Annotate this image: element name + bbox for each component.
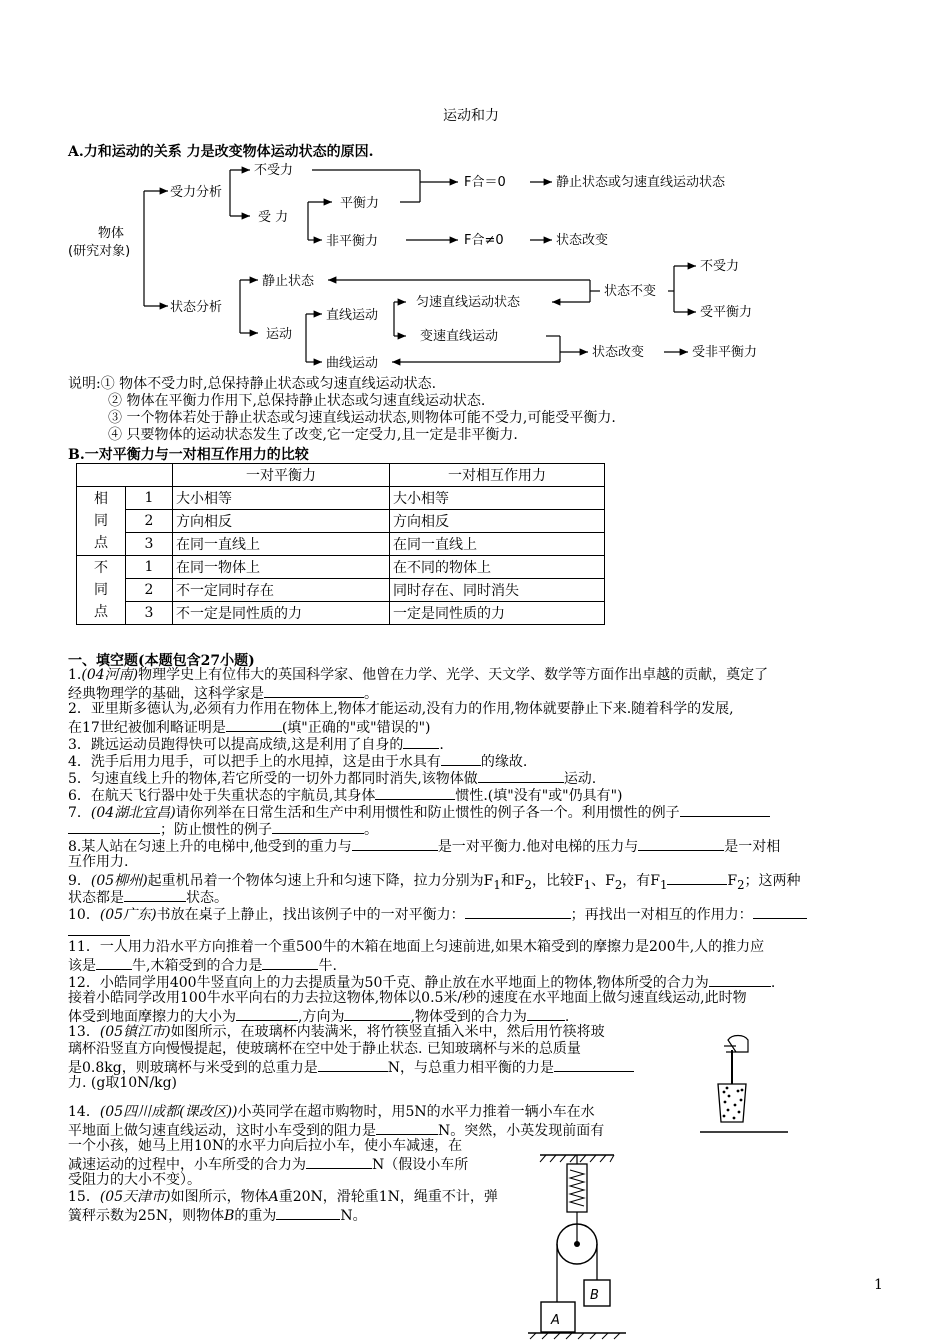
diagram-f-zero: F合＝0 (464, 175, 506, 190)
table-header-row (77, 464, 605, 487)
comparison-table (76, 463, 605, 625)
table-row (77, 533, 605, 556)
diagram-uniform-linear: 匀速直线运动状态 (416, 295, 521, 310)
answer-blank[interactable] (68, 922, 130, 936)
answer-blank[interactable] (403, 735, 439, 749)
question-9-cont: 状态都是 状态。 (68, 890, 228, 906)
group-diff-char: 同 (94, 582, 108, 598)
question-8-cont: 互作用力. (68, 854, 129, 870)
question-14-cont2: 一个小孩，她马上用10N的水平力向后拉小车，使小车减速，在 (68, 1138, 463, 1154)
balanced-cell: 在同一物体上 (173, 556, 390, 579)
question-12: 12．小皓同学用400牛竖直向上的力去提质量为50千克、静止放在水平地面上的物体,物体所受的合力为 . (68, 975, 776, 991)
diagram-right-balanced: 受平衡力 (700, 305, 753, 320)
answer-blank[interactable] (344, 1007, 410, 1021)
diagram-unbalanced: 非平衡力 (326, 234, 379, 249)
question-6: 6．在航天飞行器中处于失重状态的宇航员,其身体 惯性.(填"没有"或"仍具有") (68, 788, 623, 804)
table-row (77, 487, 605, 510)
balanced-cell: 在同一直线上 (173, 533, 390, 556)
answer-blank[interactable] (68, 820, 160, 834)
question-8: 8.某人站在匀速上升的电梯中,他受到的重力与 是一对平衡力.他对电梯的压力与 是一对相 (68, 839, 781, 855)
answer-blank[interactable] (264, 684, 364, 698)
balanced-cell: 方向相反 (173, 510, 390, 533)
group-same-char: 相 (94, 491, 108, 507)
diagram-balanced: 平衡力 (340, 196, 380, 211)
question-13: 13．(05镇江市)如图所示，在玻璃杯内装满米，将竹筷竖直插入米中，然后用竹筷将玻 (68, 1024, 605, 1040)
diagram-curved: 曲线运动 (326, 356, 379, 371)
row-number: 2 (126, 579, 173, 602)
answer-blank[interactable] (376, 1121, 438, 1135)
interaction-cell: 在不同的物体上 (390, 556, 605, 579)
question-4: 4．洗手后用力甩手，可以把手上的水甩掉，这是由于水具有 的缘故. (68, 754, 528, 770)
answer-blank[interactable] (318, 1058, 388, 1072)
table-row (77, 510, 605, 533)
diagram-linear: 直线运动 (326, 308, 379, 323)
question-3: 3．跳远运动员跑得快可以提高成绩,这是利用了自身的 . (68, 737, 444, 753)
answer-blank[interactable] (352, 837, 438, 851)
row-number: 2 (126, 510, 173, 533)
section-a-heading: A.力和运动的关系 力是改变物体运动状态的原因. (68, 144, 374, 160)
question-10: 10．(05广东)书放在桌子上静止，找出该例子中的一对平衡力： ；再找出一对相互的作用力： (68, 905, 807, 924)
diagram-no-force: 不受力 (254, 163, 294, 178)
question-11-cont: 该是 牛,木箱受到的合力是 牛. (68, 958, 337, 974)
question-15-cont: 簧秤示数为25N，则物体B的重为 N。 (68, 1208, 367, 1224)
answer-blank[interactable] (478, 769, 564, 783)
table-row (77, 602, 605, 625)
question-1: 1.(04河南)物理学史上有位伟大的英国科学家、他曾在力学、光学、天文学、数学等方面作出卓越的贡献，奠定了 (68, 667, 769, 683)
question-7: 7．(04湖北宜昌)请你列举在日常生活和生产中利用惯性和防止惯性的例子各一个。利用惯性的例子 (68, 803, 770, 822)
group-diff-char: 点 (94, 604, 108, 620)
diagram-force: 受 力 (258, 210, 289, 225)
diagram-variable-linear: 变速直线运动 (420, 329, 499, 344)
table-corner-cell (77, 464, 173, 487)
interaction-cell: 大小相等 (390, 487, 605, 510)
balanced-cell: 大小相等 (173, 487, 390, 510)
answer-blank[interactable] (375, 786, 455, 800)
question-14-cont: 平地面上做匀速直线运动，这时小车受到的阻力是 N。突然，小英发现前面有 (68, 1123, 605, 1139)
force-motion-diagram (60, 158, 790, 372)
answer-blank[interactable] (441, 752, 481, 766)
interaction-cell: 在同一直线上 (390, 533, 605, 556)
table-header-interaction: 一对相互作用力 (390, 464, 605, 487)
answer-blank[interactable] (124, 888, 186, 902)
diagram-rest-or-uniform: 静止状态或匀速直线运动状态 (556, 175, 726, 190)
diagram-state-changed: 状态改变 (592, 345, 645, 360)
answer-blank[interactable] (465, 905, 571, 919)
answer-blank[interactable] (306, 1155, 372, 1169)
question-7-cont: ；防止惯性的例子 。 (68, 820, 378, 839)
question-14-cont3: 减速运动的过程中，小车所受的合力为 N（假设小车所 (68, 1157, 469, 1173)
answer-blank[interactable] (236, 1007, 298, 1021)
page-title: 运动和力 (443, 108, 499, 124)
question-13-cont: 璃杯沿竖直方向慢慢提起，使玻璃杯在空中处于静止状态. 已知玻璃杯与米的总质量 (68, 1041, 581, 1057)
diagram-rest: 静止状态 (262, 274, 315, 289)
note-3: ③ 一个物体若处于静止状态或匀速直线运动状态,则物体可能不受力,可能受平衡力. (108, 410, 616, 426)
answer-blank[interactable] (96, 956, 132, 970)
diagram-motion: 运动 (266, 327, 293, 342)
table-header-balanced: 一对平衡力 (173, 464, 390, 487)
question-13-cont3: 力. (g取10N/kg) (68, 1075, 178, 1091)
question-9: 9．(05柳州)起重机吊着一个物体匀速上升和匀速下降，拉力分别为$F_1$和$F_2$，比较$F_1$、$F_2$，有$F_1$ $F_2$；这两种 (68, 873, 801, 892)
answer-blank[interactable] (262, 956, 318, 970)
answer-blank[interactable] (753, 905, 807, 919)
note-1: 说明:① 物体不受力时,总保持静止状态或匀速直线运动状态. (68, 376, 437, 392)
section-b-heading: B.一对平衡力与一对相互作用力的比较 (68, 447, 309, 463)
diagram-body-label: 物体 (98, 226, 125, 241)
questions-heading: 一、填空题(本题包含27小题) (68, 653, 255, 669)
interaction-cell: 一定是同性质的力 (390, 602, 605, 625)
rice-cup-figure (698, 1030, 790, 1136)
question-11: 11．一人用力沿水平方向推着一个重500牛的木箱在地面上匀速前进,如果木箱受到的摩擦力是200牛,人的推力应 (68, 939, 765, 955)
page-number: 1 (874, 1277, 883, 1293)
answer-blank[interactable] (667, 871, 727, 885)
group-same-cell (77, 487, 126, 556)
hand-icon (728, 1036, 748, 1053)
answer-blank[interactable] (272, 820, 364, 834)
question-14-cont4: 受阻力的大小不变）。 (68, 1172, 201, 1188)
diagram-state-analysis: 状态分析 (170, 300, 223, 315)
question-13-cont2: 是0.8kg，则玻璃杯与米受到的总重力是 N，与总重力相平衡的力是 (68, 1058, 634, 1077)
row-number: 3 (126, 602, 173, 625)
group-diff-cell (77, 556, 126, 625)
pulley-figure (522, 1152, 632, 1340)
diagram-right-unbalanced: 受非平衡力 (692, 345, 758, 360)
block-b-label: B (590, 1288, 599, 1303)
question-15: 15．(05天津市)如图所示，物体A重20N，滑轮重1N，绳重不计，弹 (68, 1189, 498, 1205)
row-number: 1 (126, 487, 173, 510)
row-number: 3 (126, 533, 173, 556)
diagram-body-sub-label: (研究对象) (68, 244, 131, 259)
question-2-cont: 在17世纪被伽利略证明是 (填"正确的"或"错误的") (68, 720, 431, 736)
group-same-char: 同 (94, 513, 108, 529)
balanced-cell: 不一定是同性质的力 (173, 602, 390, 625)
note-4: ④ 只要物体的运动状态发生了改变,它一定受力,且一定是非平衡力. (108, 427, 518, 443)
question-12-cont: 接着小皓同学改用100牛水平向右的力去拉这物体,物体以0.5米/秒的速度在水平地面上做匀速直线运动,此时物 (68, 990, 747, 1006)
table-row (77, 556, 605, 579)
row-number: 1 (126, 556, 173, 579)
answer-blank[interactable] (680, 803, 770, 817)
balanced-cell: 不一定同时存在 (173, 579, 390, 602)
diagram-f-nonzero: F合≠0 (464, 233, 504, 248)
answer-blank[interactable] (638, 837, 724, 851)
diagram-state-unchanged: 状态不变 (604, 284, 657, 299)
question-14: 14．(05四川成都(课改区))小英同学在超市购物时，用5N的水平力推着一辆小车在水 (68, 1104, 595, 1120)
table-row (77, 579, 605, 602)
answer-blank[interactable] (527, 1007, 565, 1021)
group-diff-char: 不 (94, 560, 108, 576)
diagram-right-no-force: 不受力 (700, 259, 740, 274)
answer-blank[interactable] (709, 973, 771, 987)
answer-blank[interactable] (226, 718, 282, 732)
group-same-char: 点 (94, 535, 108, 551)
interaction-cell: 方向相反 (390, 510, 605, 533)
question-12-cont2: 体受到地面摩擦力的大小为 ,方向为 ,物体受到的合力为 . (68, 1009, 570, 1025)
note-2: ② 物体在平衡力作用下,总保持静止状态或匀速直线运动状态. (108, 393, 486, 409)
block-a-label: A (551, 1313, 560, 1328)
answer-blank[interactable] (276, 1206, 340, 1220)
question-1-cont: 经典物理学的基础，这科学家是 。 (68, 686, 378, 702)
diagram-force-analysis: 受力分析 (170, 185, 223, 200)
answer-blank[interactable] (554, 1058, 634, 1072)
diagram-state-change: 状态改变 (556, 233, 609, 248)
question-2: 2．亚里斯多德认为,必须有力作用在物体上,物体才能运动,没有力的作用,物体就要静止下来.随着科学的发展, (68, 701, 734, 717)
question-5: 5．匀速直线上升的物体,若它所受的一切外力都同时消失,该物体做 运动. (68, 771, 597, 787)
interaction-cell: 同时存在、同时消失 (390, 579, 605, 602)
